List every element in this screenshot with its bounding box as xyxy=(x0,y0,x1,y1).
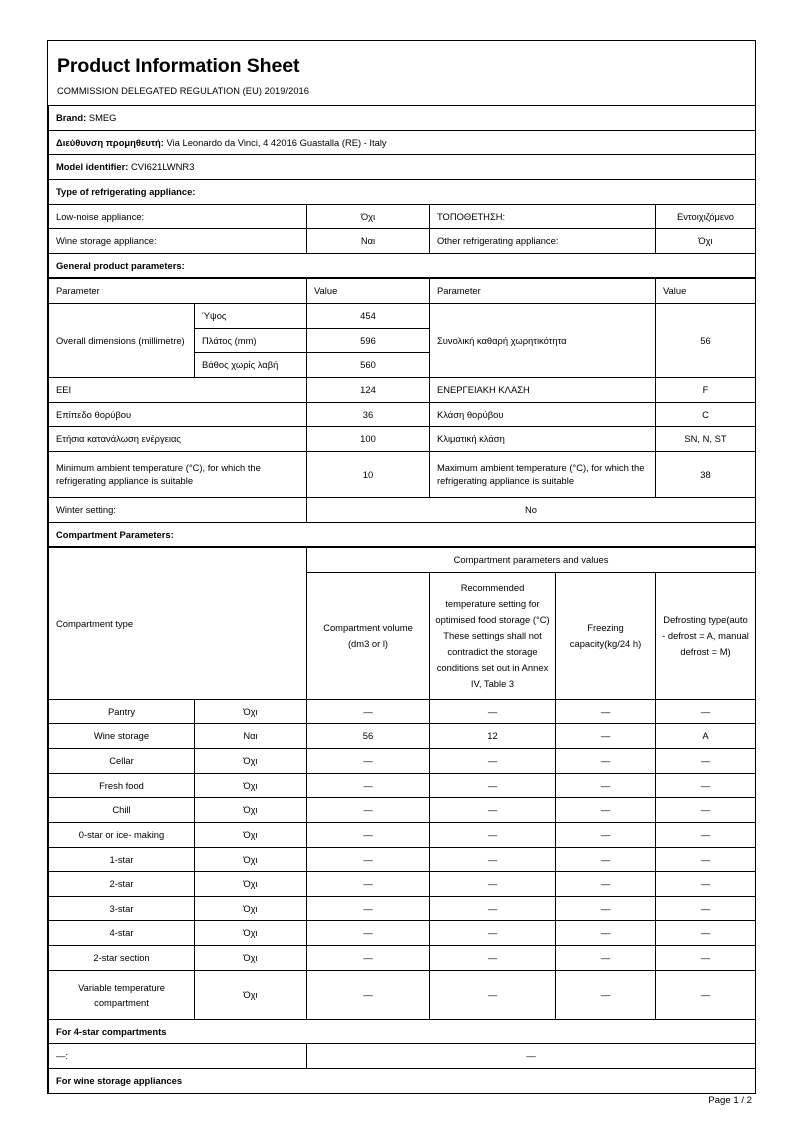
compartment-freezing-2-star: — xyxy=(556,872,656,897)
model-identifier-row xyxy=(49,155,756,180)
table-row xyxy=(49,847,756,872)
compartment-present-0-star: Όχι xyxy=(195,822,307,847)
four-star-value: — xyxy=(307,1044,756,1069)
brand-value: SMEG xyxy=(88,112,117,123)
regulation-reference: COMMISSION DELEGATED REGULATION (EU) 2019/2016 xyxy=(57,86,310,96)
compartment-present-variable-temperature: Όχι xyxy=(195,970,307,1019)
compartment-parameters-title: Compartment Parameters: xyxy=(49,522,756,547)
compartment-type-cellar: Cellar xyxy=(49,749,195,774)
wine-storage-section-title: For wine storage appliances xyxy=(49,1068,756,1093)
page-number: Page 1 / 2 xyxy=(708,1095,752,1106)
table-row xyxy=(49,946,756,971)
page-title: Product Information Sheet xyxy=(57,55,300,77)
general-row-energy-consumption xyxy=(49,427,756,452)
compartment-present-fresh-food: Όχι xyxy=(195,773,307,798)
compartment-defrost-variable-temperature: — xyxy=(656,970,756,1019)
four-star-label: —: xyxy=(49,1044,307,1069)
four-star-section-header xyxy=(49,1019,756,1044)
compartment-type-wine-storage: Wine storage xyxy=(49,724,195,749)
compartment-volume-2-star: — xyxy=(307,872,430,897)
table-row xyxy=(49,872,756,897)
four-star-section-title: For 4-star compartments xyxy=(49,1019,756,1044)
four-star-row xyxy=(49,1044,756,1069)
compartment-volume-cellar: — xyxy=(307,749,430,774)
eei-label: EEI xyxy=(49,377,307,402)
winter-setting-label: Winter setting: xyxy=(49,498,307,523)
compartment-defrost-1-star: — xyxy=(656,847,756,872)
compartment-volume-1-star: — xyxy=(307,847,430,872)
eei-value: 124 xyxy=(307,377,430,402)
overall-dimensions-label: Overall dimensions (millimetre) xyxy=(49,304,195,378)
document-page xyxy=(47,40,756,1094)
wine-storage-section-header xyxy=(49,1068,756,1093)
compartment-temp-variable-temperature: — xyxy=(430,970,556,1019)
other-appliance-value: Όχι xyxy=(656,229,756,254)
compartment-freezing-wine-storage: — xyxy=(556,724,656,749)
dimension-value-width: 596 xyxy=(307,328,430,353)
general-parameters-title: General product parameters: xyxy=(49,253,756,278)
general-row-noise xyxy=(49,402,756,427)
winter-setting-row xyxy=(49,498,756,523)
supplier-address-label: Διεύθυνση προμηθευτή: xyxy=(56,136,164,148)
general-row-ambient-temperature xyxy=(49,451,756,497)
compartment-type-1-star: 1-star xyxy=(49,847,195,872)
compartment-defrost-wine-storage: A xyxy=(656,724,756,749)
energy-class-label: ΕΝΕΡΓΕΙΑΚΗ ΚΛΑΣΗ xyxy=(430,377,656,402)
compartment-freezing-0-star: — xyxy=(556,822,656,847)
table-row xyxy=(49,798,756,823)
winter-setting-value: No xyxy=(307,498,756,523)
compartment-defrost-0-star: — xyxy=(656,822,756,847)
compartment-group-header-row xyxy=(49,548,756,573)
table-row xyxy=(49,921,756,946)
compartment-type-3-star: 3-star xyxy=(49,896,195,921)
compartment-type-fresh-food: Fresh food xyxy=(49,773,195,798)
compartment-type-pantry: Pantry xyxy=(49,699,195,724)
noise-level-label: Επίπεδο θορύβου xyxy=(49,402,307,427)
compartment-present-4-star: Όχι xyxy=(195,921,307,946)
general-row-eei xyxy=(49,377,756,402)
dimension-value-depth: 560 xyxy=(307,353,430,378)
compartment-volume-3-star: — xyxy=(307,896,430,921)
compartment-volume-pantry: — xyxy=(307,699,430,724)
col-header-parameter-1: Parameter xyxy=(49,279,307,304)
compartment-volume-chill: — xyxy=(307,798,430,823)
compartment-temp-4-star: — xyxy=(430,921,556,946)
compartment-defrost-fresh-food: — xyxy=(656,773,756,798)
climate-class-label: Κλιματική κλάση xyxy=(430,427,656,452)
compartment-present-wine-storage: Ναι xyxy=(195,724,307,749)
compartment-freezing-1-star: — xyxy=(556,847,656,872)
compartment-defrost-2-star-section: — xyxy=(656,946,756,971)
compartment-present-3-star: Όχι xyxy=(195,896,307,921)
brand-row xyxy=(49,106,756,131)
compartment-freezing-cellar: — xyxy=(556,749,656,774)
placement-value: Εντοιχιζόμενο xyxy=(656,204,756,229)
min-ambient-label: Minimum ambient temperature (°C), for which the refrigerating appliance is suitable xyxy=(49,451,307,497)
dimension-row-height xyxy=(49,304,756,329)
compartment-freezing-2-star-section: — xyxy=(556,946,656,971)
col-header-value-2: Value xyxy=(656,279,756,304)
low-noise-value: Όχι xyxy=(307,204,430,229)
dimension-name-height: Ύψος xyxy=(195,304,307,329)
compartment-temp-2-star-section: — xyxy=(430,946,556,971)
compartment-freezing-fresh-food: — xyxy=(556,773,656,798)
product-information-sheet xyxy=(47,40,756,1094)
brand-label: Brand: xyxy=(56,112,87,123)
brand-cell xyxy=(49,106,756,131)
col-header-freezing-capacity: Freezing capacity(kg/24 h) xyxy=(556,572,656,699)
col-header-defrosting-type: Defrosting type(auto - defrost = A, manual defrost = M) xyxy=(656,572,756,699)
dimension-value-height: 454 xyxy=(307,304,430,329)
appliance-type-row-1 xyxy=(49,204,756,229)
supplier-address-cell xyxy=(49,130,756,155)
table-row xyxy=(49,773,756,798)
col-header-parameter-2: Parameter xyxy=(430,279,656,304)
general-parameters-table xyxy=(48,278,756,547)
compartment-present-pantry: Όχι xyxy=(195,699,307,724)
supplier-address-row xyxy=(49,130,756,155)
compartment-volume-wine-storage: 56 xyxy=(307,724,430,749)
total-volume-label: Συνολική καθαρή χωρητικότητα xyxy=(430,304,656,378)
compartment-volume-fresh-food: — xyxy=(307,773,430,798)
compartment-defrost-chill: — xyxy=(656,798,756,823)
appliance-type-title: Type of refrigerating appliance: xyxy=(49,179,756,204)
energy-class-value: F xyxy=(656,377,756,402)
wine-storage-appliance-label: Wine storage appliance: xyxy=(49,229,307,254)
other-appliance-label: Other refrigerating appliance: xyxy=(430,229,656,254)
compartment-present-2-star-section: Όχι xyxy=(195,946,307,971)
noise-class-label: Κλάση θορύβου xyxy=(430,402,656,427)
general-column-headers xyxy=(49,279,756,304)
max-ambient-label: Maximum ambient temperature (°C), for which the refrigerating appliance is suitable xyxy=(430,451,656,497)
compartment-defrost-4-star: — xyxy=(656,921,756,946)
compartment-temp-pantry: — xyxy=(430,699,556,724)
model-value: CVI621LWNR3 xyxy=(131,161,195,173)
compartment-freezing-pantry: — xyxy=(556,699,656,724)
compartment-type-2-star: 2-star xyxy=(49,872,195,897)
compartment-defrost-pantry: — xyxy=(656,699,756,724)
table-row xyxy=(49,724,756,749)
compartment-temp-chill: — xyxy=(430,798,556,823)
low-noise-label: Low-noise appliance: xyxy=(49,204,307,229)
compartment-temp-fresh-food: — xyxy=(430,773,556,798)
compartment-freezing-3-star: — xyxy=(556,896,656,921)
dimension-name-width: Πλάτος (mm) xyxy=(195,328,307,353)
noise-level-value: 36 xyxy=(307,402,430,427)
compartment-defrost-cellar: — xyxy=(656,749,756,774)
climate-class-value: SN, N, ST xyxy=(656,427,756,452)
annual-energy-label: Ετήσια κατανάλωση ενέργειας xyxy=(49,427,307,452)
compartment-volume-2-star-section: — xyxy=(307,946,430,971)
annual-energy-value: 100 xyxy=(307,427,430,452)
table-row xyxy=(49,970,756,1019)
general-parameters-section-header xyxy=(49,253,756,278)
compartment-present-chill: Όχι xyxy=(195,798,307,823)
compartment-type-chill: Chill xyxy=(49,798,195,823)
compartment-temp-3-star: — xyxy=(430,896,556,921)
supplier-address-value: Via Leonardo da Vinci, 4 42016 Guastalla (RE) - Italy xyxy=(166,136,387,148)
dimension-name-depth: Βάθος χωρίς λαβή xyxy=(195,353,307,378)
compartment-freezing-variable-temperature: — xyxy=(556,970,656,1019)
noise-class-value: C xyxy=(656,402,756,427)
compartment-type-variable-temperature: Variable temperature compartment xyxy=(49,970,195,1019)
table-row xyxy=(49,822,756,847)
compartment-temp-0-star: — xyxy=(430,822,556,847)
compartment-freezing-chill: — xyxy=(556,798,656,823)
model-label: Model identifier: xyxy=(56,161,129,173)
table-row xyxy=(49,699,756,724)
table-row xyxy=(49,896,756,921)
compartment-defrost-3-star: — xyxy=(656,896,756,921)
placement-label: ΤΟΠΟΘΕΤΗΣΗ: xyxy=(430,204,656,229)
compartment-freezing-4-star: — xyxy=(556,921,656,946)
compartment-type-header: Compartment type xyxy=(49,548,307,700)
compartment-type-2-star-section: 2-star section xyxy=(49,946,195,971)
compartment-values-group-header: Compartment parameters and values xyxy=(307,548,756,573)
header-table xyxy=(48,105,756,278)
model-identifier-cell xyxy=(49,155,756,180)
compartment-temp-cellar: — xyxy=(430,749,556,774)
compartment-present-cellar: Όχι xyxy=(195,749,307,774)
compartment-volume-0-star: — xyxy=(307,822,430,847)
max-ambient-value: 38 xyxy=(656,451,756,497)
compartment-temp-wine-storage: 12 xyxy=(430,724,556,749)
compartment-present-1-star: Όχι xyxy=(195,847,307,872)
col-header-compartment-volume: Compartment volume (dm3 or l) xyxy=(307,572,430,699)
table-row xyxy=(49,749,756,774)
compartment-type-0-star: 0-star or ice- making xyxy=(49,822,195,847)
compartment-type-4-star: 4-star xyxy=(49,921,195,946)
total-volume-value: 56 xyxy=(656,304,756,378)
appliance-type-section-header xyxy=(49,179,756,204)
col-header-recommended-temperature: Recommended temperature setting for optimised food storage (°C) These settings shall not contradict the storage conditions set out in Annex IV, Table 3 xyxy=(430,572,556,699)
col-header-value-1: Value xyxy=(307,279,430,304)
wine-storage-appliance-value: Ναι xyxy=(307,229,430,254)
compartment-volume-4-star: — xyxy=(307,921,430,946)
compartment-parameters-section-header xyxy=(49,522,756,547)
compartment-temp-1-star: — xyxy=(430,847,556,872)
compartment-volume-variable-temperature: — xyxy=(307,970,430,1019)
compartment-parameters-table xyxy=(48,547,756,1093)
compartment-temp-2-star: — xyxy=(430,872,556,897)
appliance-type-row-2 xyxy=(49,229,756,254)
compartment-present-2-star: Όχι xyxy=(195,872,307,897)
compartment-defrost-2-star: — xyxy=(656,872,756,897)
min-ambient-value: 10 xyxy=(307,451,430,497)
